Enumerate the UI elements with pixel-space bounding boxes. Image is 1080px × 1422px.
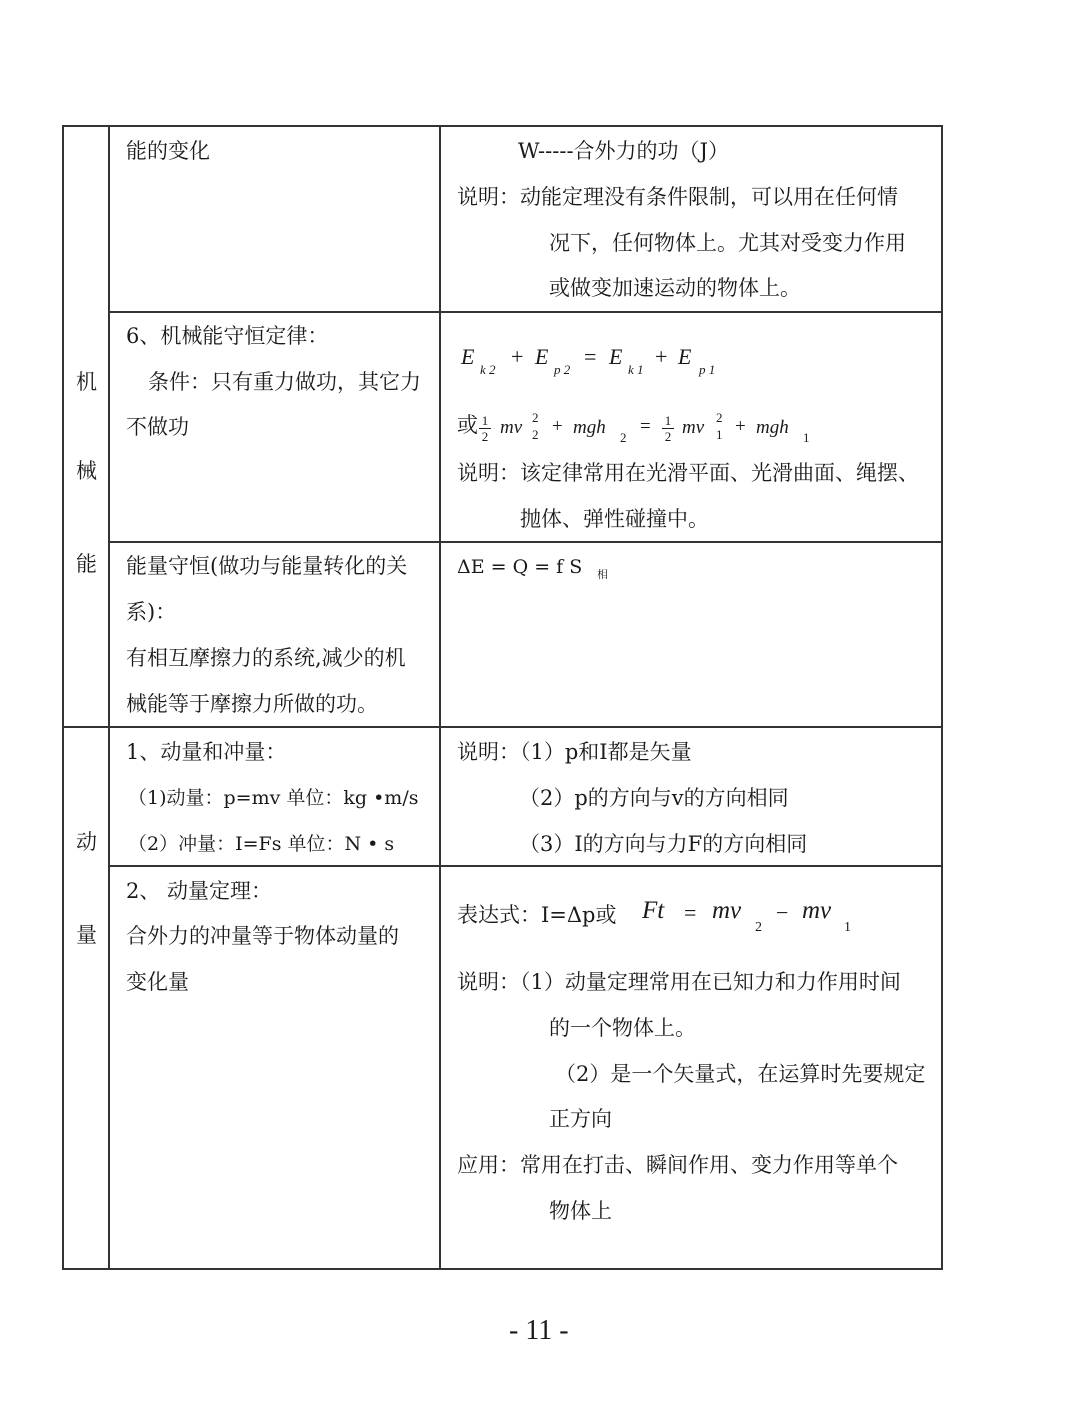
cell-impulse-def: （2）冲量：I=Fs 单位：N • s [128, 833, 395, 855]
theorem-expr-term: mv [802, 897, 832, 924]
theorem-expr-operator: = [684, 900, 697, 925]
eq1-operator: = [584, 344, 597, 369]
side-label-mech-1: 机 [76, 370, 97, 394]
section-divider [62, 726, 943, 728]
eq2-denominator: 2 [664, 429, 672, 444]
side-label-mech-2: 械 [76, 459, 97, 483]
eq2-numerator: 1 [664, 413, 672, 428]
eq2-operator: = [640, 416, 651, 437]
eq2-subscript: 2 [620, 430, 627, 445]
eq2-operator: + [552, 416, 563, 437]
eq2-denominator: 2 [481, 429, 489, 444]
table-top-border [62, 125, 943, 127]
cell-theorem-note: 的一个物体上。 [549, 1016, 696, 1040]
eq2-term: mgh [573, 417, 606, 438]
eq2-superscript: 2 [716, 410, 723, 425]
side-label-mech-3: 能 [76, 552, 97, 576]
theorem-expr-operator: − [776, 900, 789, 925]
cell-conservation-condition: 条件：只有重力做功，其它力 [148, 370, 421, 394]
side-label-mom-1: 动 [76, 830, 97, 854]
side-label-mom-2: 量 [76, 923, 97, 947]
eq2-subscript: 1 [803, 430, 810, 445]
eq2-term: mv [500, 417, 523, 438]
cell-theorem-note: 说明：（1）动量定理常用在已知力和力作用时间 [457, 970, 901, 994]
cell-conservation-note: 说明：该定律常用在光滑平面、光滑曲面、绳摆、 [457, 461, 919, 485]
energy-cons-formula-subscript: 相 [597, 569, 608, 581]
theorem-expr-subscript: 1 [844, 920, 851, 935]
cell-momentum-note: 说明：（1）p和I都是矢量 [457, 740, 692, 764]
eq1-symbol: E [609, 344, 623, 369]
cell-energy-change-title: 能的变化 [126, 139, 210, 163]
cell-energy-change-note: 或做变加速运动的物体上。 [549, 276, 801, 300]
eq1-subscript: k 1 [628, 362, 644, 377]
table-right-border [941, 125, 943, 1270]
theorem-expr-term: Ft [642, 897, 665, 924]
cell-energy-cons-text: 械能等于摩擦力所做的功。 [126, 692, 378, 716]
eq2-term: mgh [756, 417, 789, 438]
cell-energy-change-note: 说明：动能定理没有条件限制，可以用在任何情 [457, 185, 898, 209]
page-number: - 11 - [509, 1315, 569, 1346]
cell-theorem-note: （2）是一个矢量式，在运算时先要规定 [555, 1062, 926, 1086]
eq1-subscript: p 1 [699, 362, 716, 377]
theorem-expr-subscript: 2 [755, 920, 762, 935]
eq2-numerator: 1 [481, 413, 489, 428]
eq1-operator: + [655, 344, 668, 369]
table-bottom-border [62, 1268, 943, 1270]
eq2-operator: + [735, 416, 746, 437]
eq2-term: mv [682, 417, 705, 438]
cell-theorem-text: 变化量 [126, 970, 189, 994]
cell-work-definition: W-----合外力的功（J） [518, 139, 729, 163]
cell-energy-change-note: 况下，任何物体上。尤其对受变力作用 [549, 231, 906, 255]
theorem-expression-label: 表达式：I=Δp或 [457, 903, 617, 927]
cell-momentum-def: （1)动量：p=mv 单位：kg •m/s [128, 787, 419, 809]
cell-energy-cons-text: 能量守恒(做功与能量转化的关 [126, 554, 408, 578]
cell-theorem-title: 2、 动量定理： [126, 879, 273, 903]
cell-conservation-condition: 不做功 [126, 415, 189, 439]
col-divider-2 [439, 125, 441, 1270]
eq2-fraction [479, 414, 491, 443]
row-divider [108, 541, 943, 543]
cell-energy-cons-text: 有相互摩擦力的系统,减少的机 [126, 646, 406, 670]
cell-momentum-note: （2）p的方向与v的方向相同 [519, 786, 789, 810]
energy-cons-formula: ΔE = Q = f S [457, 556, 583, 578]
cell-theorem-application: 应用：常用在打击、瞬间作用、变力作用等单个 [457, 1153, 898, 1177]
cell-theorem-note: 正方向 [549, 1107, 612, 1131]
theorem-expr-term: mv [712, 897, 742, 924]
col-divider-1 [108, 125, 110, 1270]
eq1-subscript: k 2 [480, 362, 496, 377]
eq1-subscript: p 2 [554, 362, 571, 377]
eq1-symbol: E [535, 344, 549, 369]
cell-conservation-note: 抛体、弹性碰撞中。 [520, 507, 709, 531]
cell-momentum-title: 1、动量和冲量： [126, 740, 287, 764]
cell-theorem-text: 合外力的冲量等于物体动量的 [126, 924, 399, 948]
row-divider [108, 865, 943, 867]
eq1-symbol: E [461, 344, 475, 369]
eq1-symbol: E [678, 344, 692, 369]
cell-theorem-application: 物体上 [549, 1199, 612, 1223]
cell-conservation-title: 6、机械能守恒定律： [126, 324, 329, 348]
cell-energy-cons-text: 系)： [126, 600, 177, 624]
eq2-prefix: 或 [457, 413, 478, 437]
eq2-subscript: 1 [716, 427, 723, 442]
eq2-superscript: 2 [532, 410, 539, 425]
eq1-operator: + [511, 344, 524, 369]
cell-momentum-note: （3）I的方向与力F的方向相同 [519, 832, 808, 856]
eq2-fraction [662, 414, 674, 443]
table-left-border [62, 125, 64, 1270]
row-divider [108, 311, 943, 313]
eq2-subscript: 2 [532, 427, 539, 442]
